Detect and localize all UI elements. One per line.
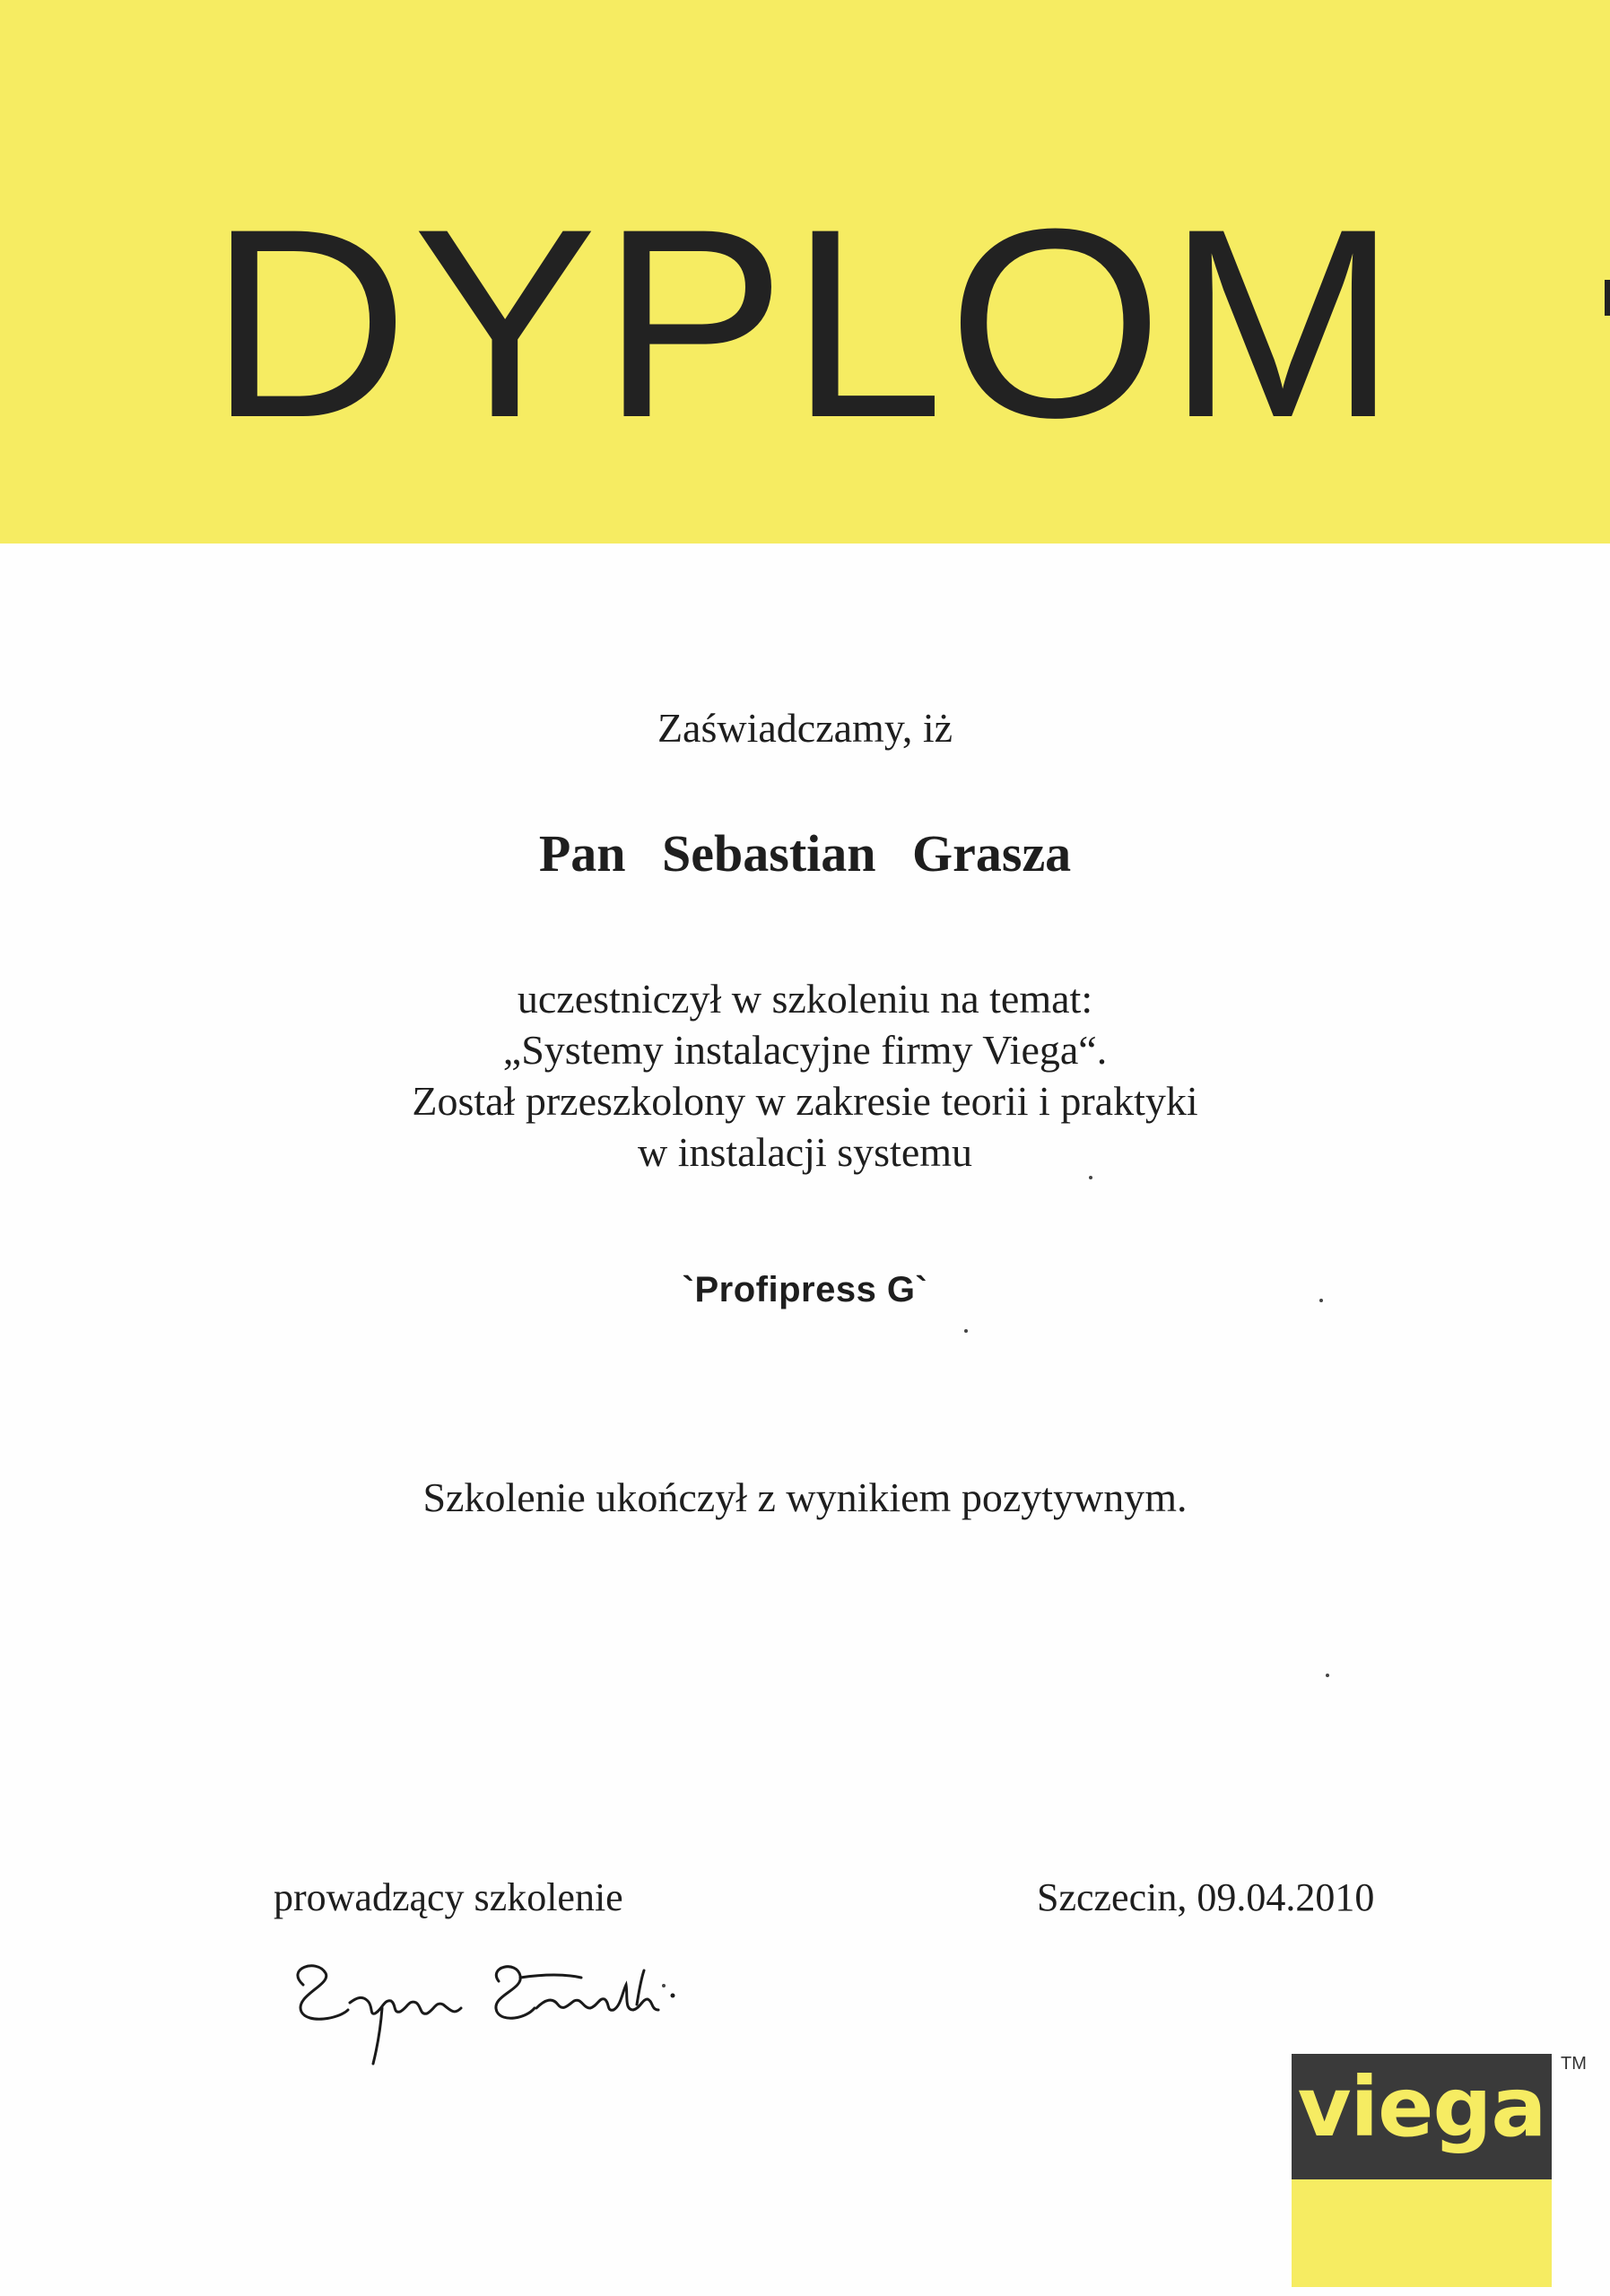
description-line-3: Został przeszkolony w zakresie teorii i praktyki	[412, 1078, 1198, 1124]
recipient-name: Pan Sebastian Grasza	[538, 824, 1072, 883]
description-line-1: uczestniczył w szkoleniu na temat:	[517, 976, 1093, 1022]
viega-logo	[1292, 2054, 1552, 2287]
logo-yellow-panel	[1292, 2179, 1552, 2287]
place-date: Szczecin, 09.04.2010	[1037, 1875, 1375, 1919]
scan-speck	[1089, 1176, 1092, 1179]
signature-text: Szymon Sławiński	[285, 1933, 292, 1934]
result-text: Szkolenie ukończył z wynikiem pozytywnym.	[422, 1474, 1188, 1520]
scan-speck	[964, 1329, 968, 1333]
system-name: `Profipress G`	[682, 1270, 928, 1309]
intro-text: Zaświadczamy, iż	[657, 705, 953, 751]
training-description	[0, 973, 1610, 1178]
logo-wordmark: viega	[1297, 2059, 1546, 2155]
scan-edge-mark	[1605, 280, 1610, 316]
diploma-title: DYPLOM	[208, 172, 1402, 474]
description-line-4: w instalacji systemu	[637, 1129, 973, 1175]
trainer-label: prowadzący szkolenie	[274, 1875, 623, 1919]
scan-speck	[1326, 1674, 1329, 1677]
trademark-symbol: TM	[1561, 2054, 1587, 2074]
description-line-2: „Systemy instalacyjne firmy Viega“.	[502, 1027, 1108, 1073]
scan-speck	[1319, 1299, 1323, 1302]
scan-speck	[662, 1984, 666, 1987]
logo-dark-panel	[1292, 2054, 1552, 2179]
trainer-signature	[285, 1933, 698, 2067]
